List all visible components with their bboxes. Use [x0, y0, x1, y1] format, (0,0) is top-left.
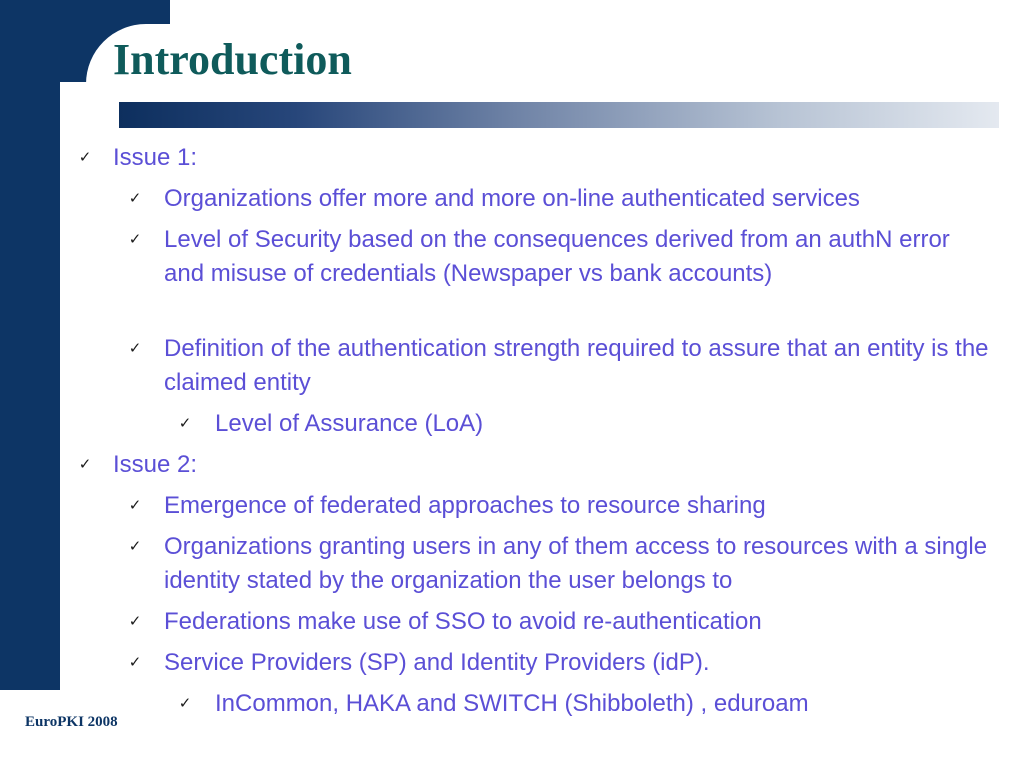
bullet-issue-1: Issue 1:	[113, 144, 198, 171]
check-icon: ✓	[128, 340, 142, 357]
check-icon: ✓	[128, 231, 142, 248]
bullet-federations-list: InCommon, HAKA and SWITCH (Shibboleth) , eduroam	[215, 690, 809, 717]
bullet-issue-2: Issue 2:	[113, 451, 198, 478]
check-icon: ✓	[128, 654, 142, 671]
bullet-sp-idp: Service Providers (SP) and Identity Providers (idP).	[164, 649, 710, 676]
bullet-federated-approaches: Emergence of federated approaches to resource sharing	[164, 492, 766, 519]
check-icon: ✓	[178, 415, 192, 432]
check-icon: ✓	[178, 695, 192, 712]
check-icon: ✓	[78, 149, 92, 166]
slide-title: Introduction	[113, 35, 352, 84]
bullet-level-of-security: Level of Security based on the consequences derived from an authN error and misuse of credentials (Newspaper vs bank accounts)	[164, 226, 950, 287]
check-icon: ✓	[128, 190, 142, 207]
footer-label: EuroPKI 2008	[25, 714, 118, 730]
bullet-auth-strength: Definition of the authentication strength required to assure that an entity is the claimed entity	[164, 335, 989, 396]
bullet-sso: Federations make use of SSO to avoid re-authentication	[164, 608, 762, 635]
check-icon: ✓	[78, 456, 92, 473]
check-icon: ✓	[128, 613, 142, 630]
bullet-loa: Level of Assurance (LoA)	[215, 410, 484, 437]
check-icon: ✓	[128, 538, 142, 555]
bullet-online-services: Organizations offer more and more on-line authenticated services	[164, 185, 860, 212]
check-icon: ✓	[128, 497, 142, 514]
bullet-single-identity: Organizations granting users in any of them access to resources with a single identity stated by the organization the user belongs to	[164, 533, 988, 594]
